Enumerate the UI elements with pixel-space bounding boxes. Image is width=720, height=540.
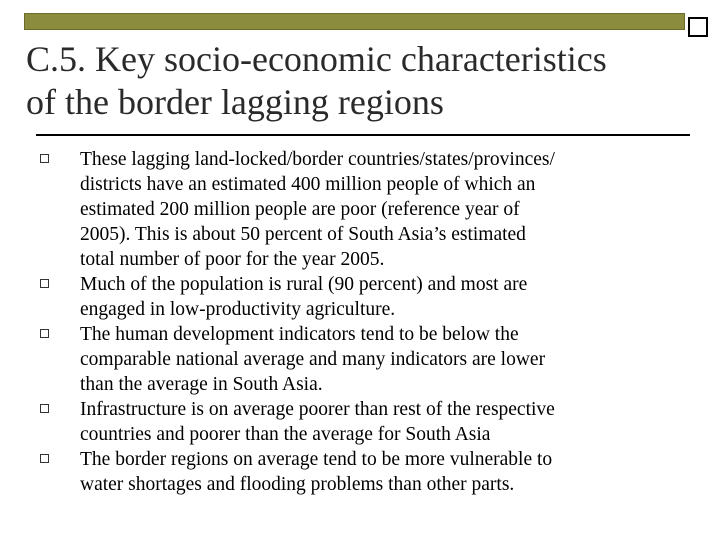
title-divider xyxy=(36,134,690,136)
bullet-list xyxy=(40,147,680,497)
bullet-item xyxy=(40,147,680,272)
bullet-text: Infrastructure is on average poorer than rest of the respective countries and poorer than the average for South Asia xyxy=(80,399,555,445)
hollow-square-icon xyxy=(40,329,49,338)
hollow-square-icon xyxy=(40,154,49,163)
bullet-item xyxy=(40,322,680,397)
bullet-item xyxy=(40,272,680,322)
bullet-item xyxy=(40,447,680,497)
bullet-text: The border regions on average tend to be more vulnerable to water shortages and flooding problems than other parts. xyxy=(80,449,553,495)
hollow-square-icon xyxy=(40,279,49,288)
bullet-item xyxy=(40,397,680,447)
hollow-square-icon xyxy=(40,454,49,463)
slide-title: C.5. Key socio-economic characteristics of the border lagging regions xyxy=(26,39,607,122)
bullet-text: These lagging land-locked/border countries/states/provinces/ districts have an estimated 400 million people of which an estimated 200 million people are poor (reference year of 2005). This is about 50 percent of South Asia’s estimated total number of poor for the year 2005. xyxy=(80,149,555,270)
corner-square-decoration xyxy=(688,17,708,37)
hollow-square-icon xyxy=(40,404,49,413)
bullet-text: Much of the population is rural (90 percent) and most are engaged in low-productivity agriculture. xyxy=(80,274,528,320)
bullet-text: The human development indicators tend to be below the comparable national average and many indicators are lower than the average in South Asia. xyxy=(80,324,546,395)
header-accent-bar xyxy=(24,13,685,30)
